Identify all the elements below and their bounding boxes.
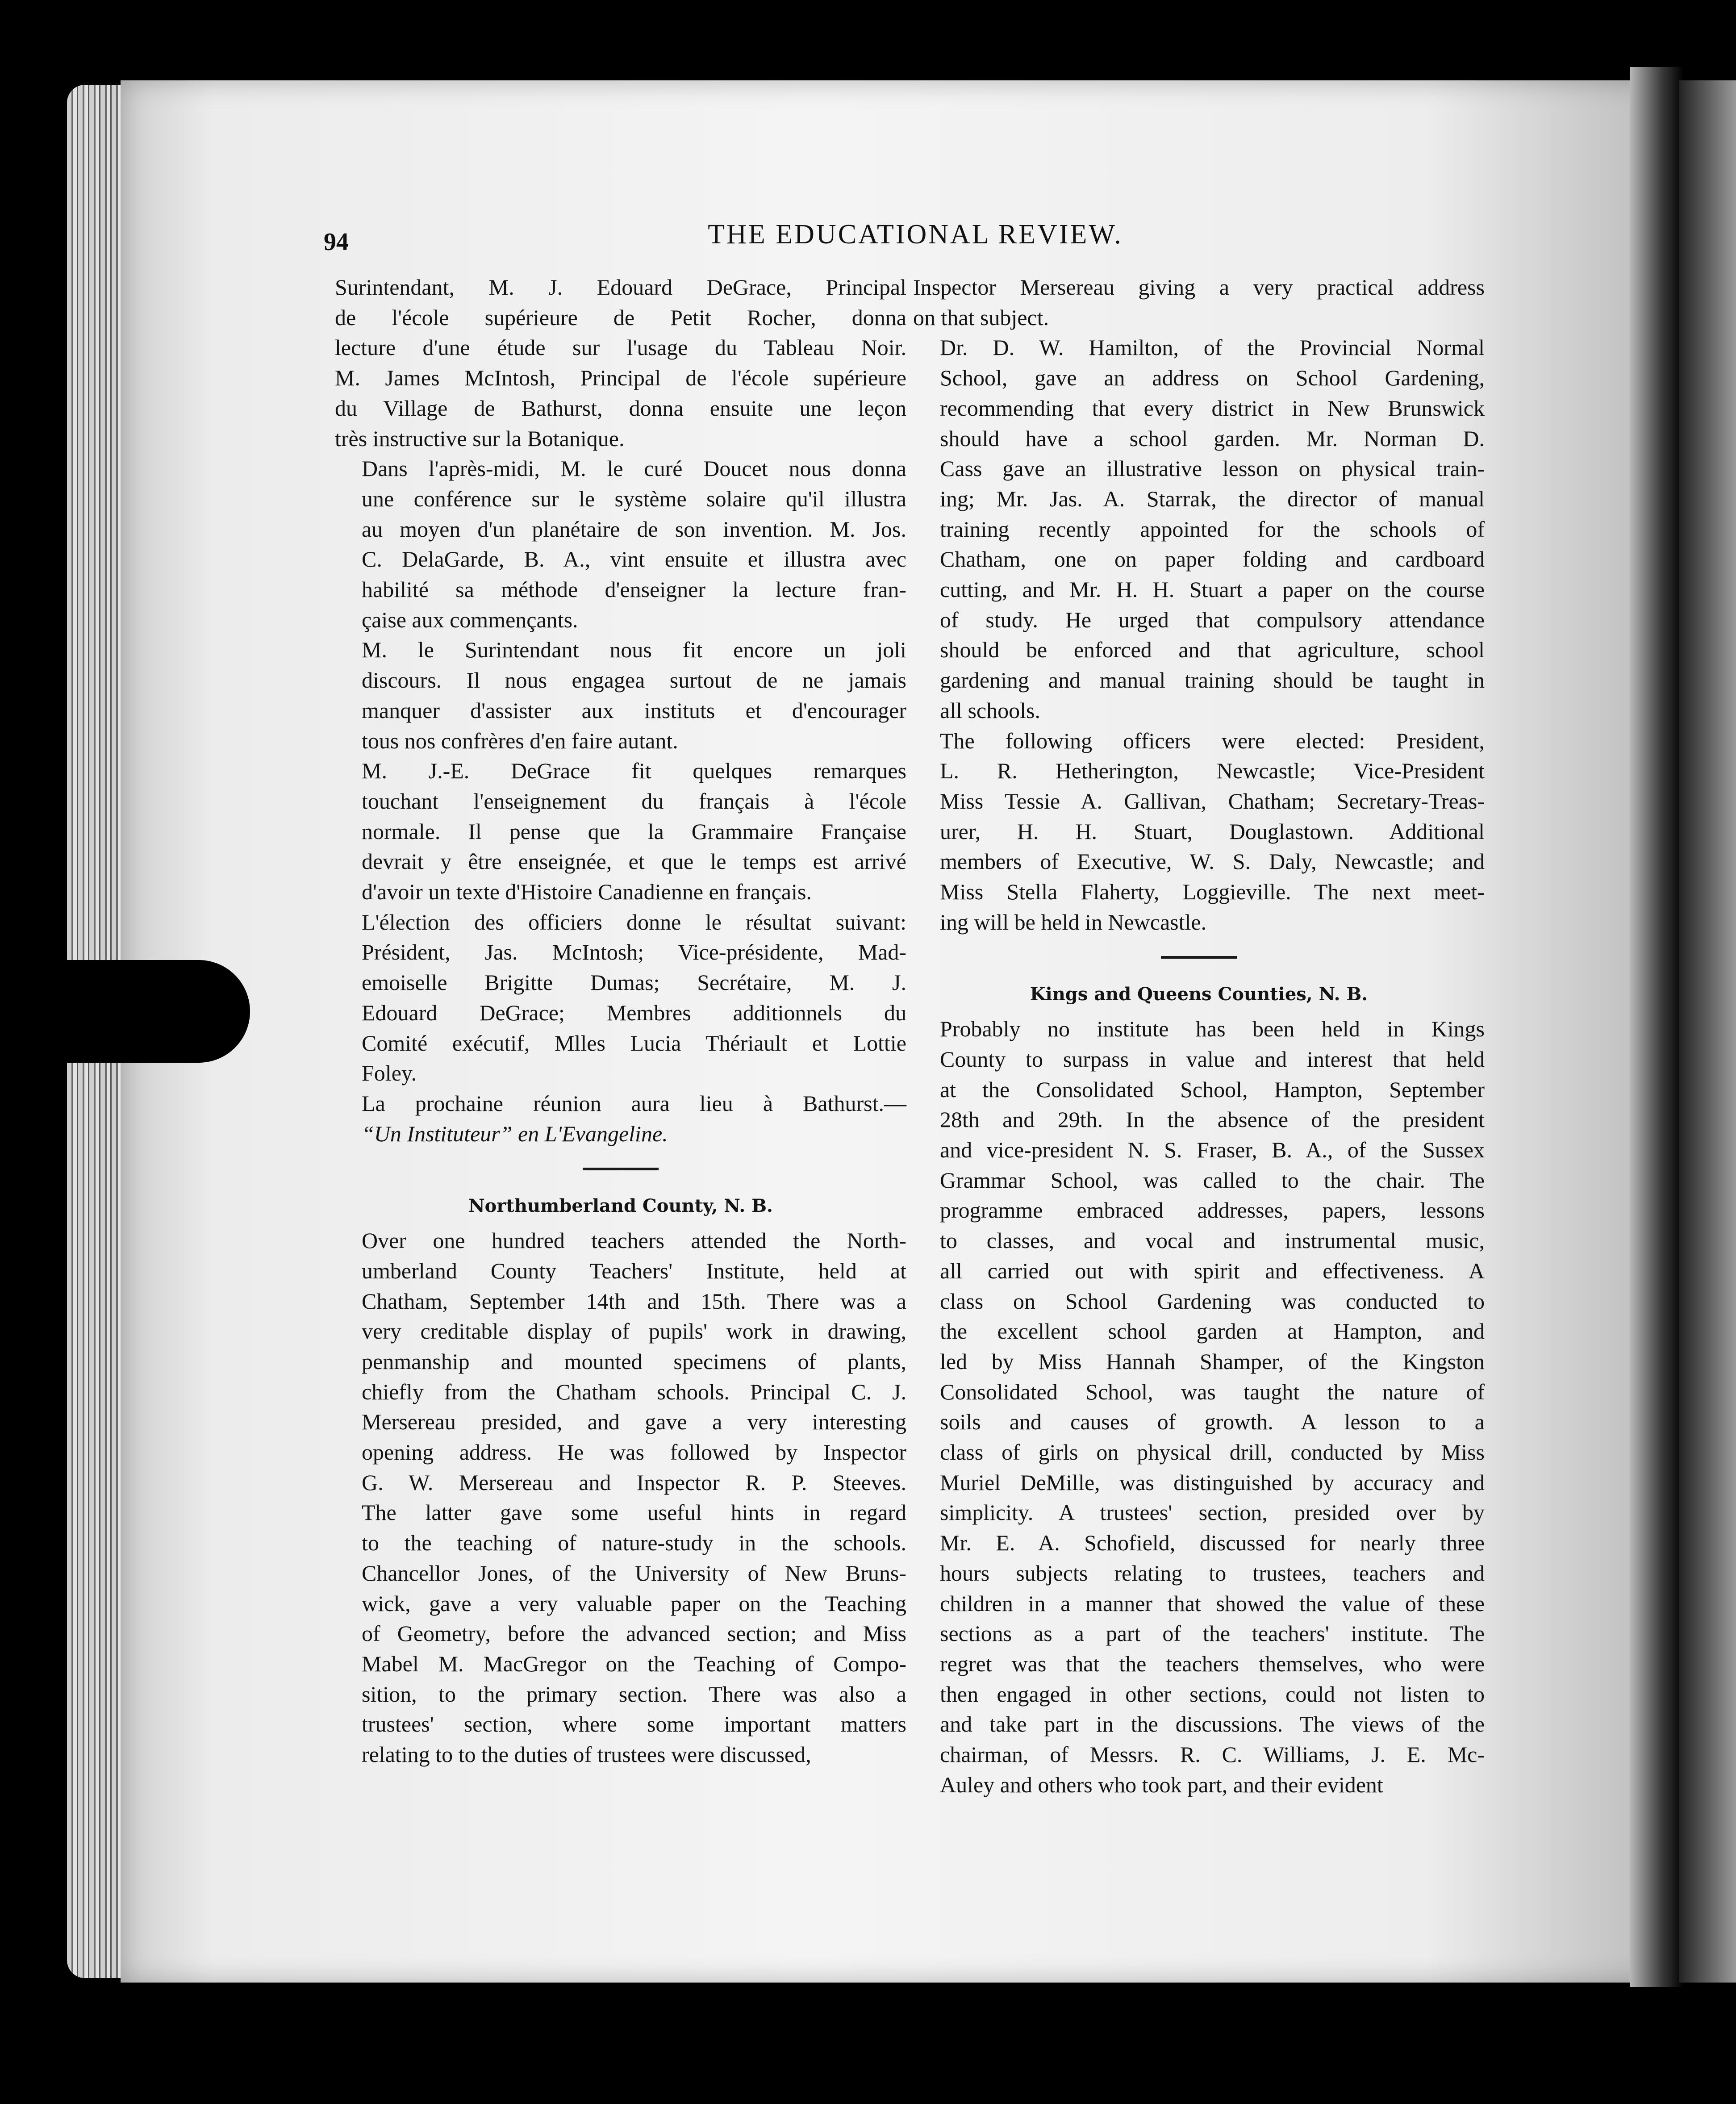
text-line: M. J.-E. DeGrace fit quelques remarques: [362, 758, 906, 784]
text-line: Mersereau presided, and gave a very interesting: [362, 1409, 906, 1435]
section-divider: [1161, 956, 1237, 959]
text-line: chiefly from the Chatham schools. Principal C. J.: [362, 1379, 906, 1404]
text-line: sition, to the primary section. There was also a: [362, 1681, 906, 1707]
section-heading: Northumberland County, N. B.: [468, 1195, 773, 1217]
text-line: urer, H. H. Stuart, Douglastown. Additional: [940, 818, 1485, 844]
text-line: the excellent school garden at Hampton, and: [940, 1319, 1485, 1344]
text-line: discours. Il nous engagea surtout de ne jamais: [362, 668, 906, 693]
text-line: manquer d'assister aux instituts et d'encourager: [362, 697, 906, 723]
text-line: gardening and manual training should be taught in: [940, 668, 1485, 693]
text-line: M. James McIntosh, Principal de l'école supérieure: [335, 365, 906, 391]
paragraph: [335, 1226, 906, 1770]
text-line: Chatham, September 14th and 15th. There was a: [362, 1288, 906, 1314]
text-line: La prochaine réunion aura lieu à Bathurst.—: [362, 1090, 906, 1116]
text-line: opening address. He was followed by Inspector: [362, 1440, 906, 1465]
text-line: Consolidated School, was taught the nature of: [940, 1379, 1485, 1404]
text-line: Miss Stella Flaherty, Loggieville. The next meet-: [940, 879, 1485, 905]
text-line: au moyen d'un planétaire de son invention. M. Jos.: [362, 516, 906, 542]
text-line: Chatham, one on paper folding and cardboard: [940, 547, 1485, 572]
text-line: lecture d'une étude sur l'usage du Tableau Noir.: [335, 335, 906, 360]
text-line: umberland County Teachers' Institute, held at: [362, 1258, 906, 1283]
text-line: L'élection des officiers donne le résultat suivant:: [362, 909, 906, 935]
text-line: all schools.: [940, 697, 1040, 723]
text-line: Mr. E. A. Schofield, discussed for nearly three: [940, 1530, 1485, 1556]
text-line: C. DelaGarde, B. A., vint ensuite et illustra avec: [362, 547, 906, 572]
text-line: County to surpass in value and interest that held: [940, 1046, 1485, 1072]
running-head: THE EDUCATIONAL REVIEW.: [708, 219, 1123, 250]
left-column: [335, 272, 906, 1770]
text-line: sections as a part of the teachers' institute. The: [940, 1621, 1485, 1646]
text-line: soils and causes of growth. A lesson to a: [940, 1409, 1485, 1435]
paragraph: [913, 726, 1485, 938]
paragraph: [335, 1089, 906, 1149]
text-line: at the Consolidated School, Hampton, September: [940, 1077, 1485, 1102]
paragraph: [335, 756, 906, 907]
paragraph: [335, 454, 906, 635]
text-line: Auley and others who took part, and their evident: [940, 1772, 1383, 1797]
text-line: should have a school garden. Mr. Norman D.: [940, 426, 1485, 451]
text-line: simplicity. A trustees' section, presided over by: [940, 1500, 1485, 1525]
text-line: çaise aux commençants.: [362, 607, 578, 632]
text-line: penmanship and mounted specimens of plants,: [362, 1348, 906, 1374]
text-line: chairman, of Messrs. R. C. Williams, J. E. Mc-: [940, 1742, 1485, 1767]
text-line: Mabel M. MacGregor on the Teaching of Compo-: [362, 1651, 906, 1676]
text-line: Over one hundred teachers attended the North-: [362, 1228, 906, 1253]
text-line: Inspector Mersereau giving a very practical address: [913, 275, 1485, 300]
text-line: tous nos confrères d'en faire autant.: [362, 728, 678, 753]
text-line: ing will be held in Newcastle.: [940, 909, 1207, 935]
text-line: training recently appointed for the schools of: [940, 516, 1485, 542]
text-line: Probably no institute has been held in Kings: [940, 1016, 1485, 1042]
text-line: touchant l'enseignement du français à l'école: [362, 788, 906, 814]
text-line: then engaged in other sections, could not listen to: [940, 1681, 1485, 1707]
text-line: should be enforced and that agriculture, school: [940, 637, 1485, 663]
text-line: M. le Surintendant nous fit encore un joli: [362, 637, 906, 663]
text-line: The following officers were elected: President,: [940, 728, 1485, 753]
text-line: of study. He urged that compulsory attendance: [940, 607, 1485, 632]
facing-page-edge: [1679, 80, 1736, 1983]
text-line: class on School Gardening was conducted to: [940, 1288, 1485, 1314]
paragraph: [913, 272, 1485, 333]
text-line: du Village de Bathurst, donna ensuite une leçon: [335, 395, 906, 421]
text-line: and vice-president N. S. Fraser, B. A., of the Sussex: [940, 1137, 1485, 1162]
text-line: trustees' section, where some important matters: [362, 1712, 906, 1737]
text-line: recommending that every district in New Brunswick: [940, 395, 1485, 421]
text-line: ing; Mr. Jas. A. Starrak, the director of manual: [940, 486, 1485, 511]
text-line: wick, gave a very valuable paper on the Teaching: [362, 1591, 906, 1616]
page-clip: [0, 960, 250, 1063]
text-line: normale. Il pense que la Grammaire Française: [362, 818, 906, 844]
text-line: 28th and 29th. In the absence of the president: [940, 1107, 1485, 1132]
text-line: School, gave an address on School Gardening,: [940, 365, 1485, 391]
paragraph: [335, 907, 906, 1089]
text-line: Dr. D. W. Hamilton, of the Provincial Normal: [940, 335, 1485, 360]
text-line: habilité sa méthode d'enseigner la lecture fran-: [362, 577, 906, 602]
text-line: relating to to the duties of trustees were discussed,: [362, 1742, 811, 1767]
text-line: Grammar School, was called to the chair. The: [940, 1167, 1485, 1193]
text-line: of Geometry, before the advanced section; and Miss: [362, 1621, 906, 1646]
paragraph: [335, 635, 906, 756]
text-line: Edouard DeGrace; Membres additionnels du: [362, 1000, 906, 1025]
text-line: Cass gave an illustrative lesson on physical train-: [940, 456, 1485, 481]
paragraph: [913, 333, 1485, 726]
text-line: regret was that the teachers themselves, who were: [940, 1651, 1485, 1676]
text-line: members of Executive, W. S. Daly, Newcastle; and: [940, 849, 1485, 874]
text-line: devrait y être enseignée, et que le temps est arrivé: [362, 849, 906, 874]
text-line: emoiselle Brigitte Dumas; Secrétaire, M. J.: [362, 970, 906, 995]
paragraph: [335, 272, 906, 454]
text-line: hours subjects relating to trustees, teachers and: [940, 1560, 1485, 1586]
text-line: de l'école supérieure de Petit Rocher, donna: [335, 305, 906, 330]
text-line: The latter gave some useful hints in regard: [362, 1500, 906, 1525]
text-line: cutting, and Mr. H. H. Stuart a paper on the course: [940, 577, 1485, 602]
section-heading: Kings and Queens Counties, N. B.: [1030, 984, 1368, 1005]
text-line: programme embraced addresses, papers, lessons: [940, 1198, 1485, 1223]
text-line: Chancellor Jones, of the University of New Bruns-: [362, 1560, 906, 1586]
text-line: children in a manner that showed the value of these: [940, 1591, 1485, 1616]
text-line: d'avoir un texte d'Histoire Canadienne en français.: [362, 879, 812, 905]
text-line: Foley.: [362, 1060, 417, 1086]
text-line: to the teaching of nature-study in the schools.: [362, 1530, 906, 1556]
page-number: 94: [324, 228, 349, 256]
text-line: une conférence sur le système solaire qu'il illustra: [362, 486, 906, 511]
paragraph: [913, 1014, 1485, 1800]
text-line: Président, Jas. McIntosh; Vice-présidente, Mad-: [362, 939, 906, 965]
section-divider: [583, 1168, 659, 1170]
text-line: Dans l'après-midi, M. le curé Doucet nous donna: [362, 456, 906, 481]
text-line: G. W. Mersereau and Inspector R. P. Steeves.: [362, 1469, 906, 1495]
text-line: and take part in the discussions. The views of the: [940, 1712, 1485, 1737]
right-column: [913, 272, 1485, 1800]
text-line: class of girls on physical drill, conducted by Miss: [940, 1440, 1485, 1465]
text-line: very creditable display of pupils' work in drawing,: [362, 1319, 906, 1344]
text-line: Comité exécutif, Mlles Lucia Thériault et Lottie: [362, 1030, 906, 1056]
text-line: led by Miss Hannah Shamper, of the Kingston: [940, 1348, 1485, 1374]
text-line: L. R. Hetherington, Newcastle; Vice-President: [940, 758, 1485, 784]
text-line: all carried out with spirit and effectiveness. A: [940, 1258, 1485, 1283]
text-line: on that subject.: [913, 305, 1049, 330]
signature-line: “Un Instituteur” en L'Evangeline.: [362, 1121, 668, 1146]
text-line: Muriel DeMille, was distinguished by accuracy and: [940, 1469, 1485, 1495]
book-gutter: [1630, 67, 1683, 1987]
text-line: Miss Tessie A. Gallivan, Chatham; Secretary-Treas-: [940, 788, 1485, 814]
text-line: très instructive sur la Botanique.: [335, 426, 625, 451]
text-line: Surintendant, M. J. Edouard DeGrace, Principal: [335, 275, 906, 300]
text-line: to classes, and vocal and instrumental music,: [940, 1228, 1485, 1253]
